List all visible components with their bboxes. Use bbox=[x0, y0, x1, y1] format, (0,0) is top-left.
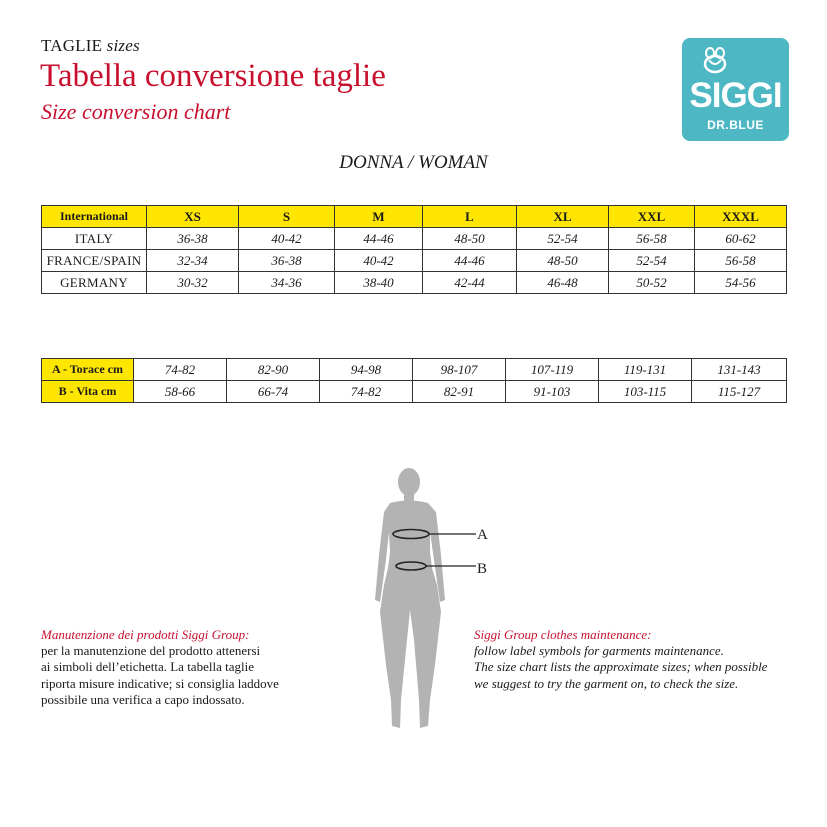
table-cell: 107-119 bbox=[506, 359, 599, 381]
table-cell: 50-52 bbox=[609, 272, 695, 294]
row-label: GERMANY bbox=[42, 272, 147, 294]
bee-icon bbox=[700, 46, 730, 76]
table-cell: 54-56 bbox=[695, 272, 787, 294]
table-cell: 119-131 bbox=[599, 359, 692, 381]
size-conversion-table bbox=[41, 205, 787, 294]
header-small-title bbox=[41, 36, 140, 56]
size-header: XS bbox=[147, 206, 239, 228]
table-row bbox=[42, 381, 787, 403]
table-cell: 56-58 bbox=[609, 228, 695, 250]
table-cell: 52-54 bbox=[517, 228, 609, 250]
section-title: DONNA / WOMAN bbox=[339, 152, 488, 173]
row-label: FRANCE/SPAIN bbox=[42, 250, 147, 272]
siggi-logo bbox=[682, 38, 789, 141]
table-cell: 74-82 bbox=[134, 359, 227, 381]
table-cell: 60-62 bbox=[695, 228, 787, 250]
measures-table bbox=[41, 358, 787, 403]
header-international: International bbox=[42, 206, 147, 228]
table-row bbox=[42, 272, 787, 294]
table-row bbox=[42, 250, 787, 272]
row-label: ITALY bbox=[42, 228, 147, 250]
table-cell: 82-91 bbox=[413, 381, 506, 403]
maintenance-en-title: Siggi Group clothes maintenance: bbox=[474, 627, 652, 642]
size-header: XL bbox=[517, 206, 609, 228]
table-cell: 52-54 bbox=[609, 250, 695, 272]
table-cell: 30-32 bbox=[147, 272, 239, 294]
size-header: M bbox=[335, 206, 423, 228]
woman-silhouette-icon bbox=[362, 460, 502, 735]
table-cell: 91-103 bbox=[506, 381, 599, 403]
logo-brand: SIGGI bbox=[689, 76, 782, 115]
table-cell: 46-48 bbox=[517, 272, 609, 294]
maintenance-it-line: possibile una verifica a capo indossato. bbox=[41, 691, 245, 707]
size-conversion-body bbox=[42, 206, 787, 294]
table-cell: 44-46 bbox=[335, 228, 423, 250]
table-cell: 48-50 bbox=[517, 250, 609, 272]
measures-body bbox=[42, 359, 787, 403]
maintenance-english bbox=[474, 627, 804, 692]
table-cell: 48-50 bbox=[423, 228, 517, 250]
table-cell: 58-66 bbox=[134, 381, 227, 403]
maintenance-italian bbox=[41, 627, 321, 708]
body-figure bbox=[362, 460, 502, 740]
table-cell: 94-98 bbox=[320, 359, 413, 381]
marker-b: B bbox=[477, 561, 488, 577]
table-cell: 103-115 bbox=[599, 381, 692, 403]
table-cell: 32-34 bbox=[147, 250, 239, 272]
table-cell: 44-46 bbox=[423, 250, 517, 272]
page-title: Tabella conversione taglie bbox=[40, 58, 386, 94]
maintenance-it-line: ai simboli dell’etichetta. La tabella taglie bbox=[41, 659, 254, 675]
size-header: XXXL bbox=[695, 206, 787, 228]
table-cell: 74-82 bbox=[320, 381, 413, 403]
table-cell: 38-40 bbox=[335, 272, 423, 294]
table-cell: 40-42 bbox=[335, 250, 423, 272]
table-cell: 40-42 bbox=[239, 228, 335, 250]
table-cell: 115-127 bbox=[692, 381, 787, 403]
maintenance-en-line: follow label symbols for garments maintenance. bbox=[474, 643, 724, 659]
table-cell: 36-38 bbox=[239, 250, 335, 272]
table-cell: 36-38 bbox=[147, 228, 239, 250]
table-row bbox=[42, 228, 787, 250]
maintenance-it-line: riporta misure indicative; si consiglia laddove bbox=[41, 675, 279, 691]
maintenance-en-line: The size chart lists the approximate sizes; when possible bbox=[474, 659, 768, 675]
measure-label: A - Torace cm bbox=[42, 359, 134, 381]
size-header: XXL bbox=[609, 206, 695, 228]
table-cell: 34-36 bbox=[239, 272, 335, 294]
table-cell: 82-90 bbox=[227, 359, 320, 381]
table-row bbox=[42, 359, 787, 381]
maintenance-it-line: per la manutenzione del prodotto attenersi bbox=[41, 643, 261, 659]
page-subtitle: Size conversion chart bbox=[41, 99, 231, 124]
size-header: S bbox=[239, 206, 335, 228]
table-cell: 131-143 bbox=[692, 359, 787, 381]
size-header: L bbox=[423, 206, 517, 228]
header-small-italic: sizes bbox=[106, 36, 140, 55]
maintenance-en-line: we suggest to try the garment on, to check the size. bbox=[474, 675, 739, 691]
table-cell: 66-74 bbox=[227, 381, 320, 403]
marker-a: A bbox=[477, 527, 488, 543]
table-cell: 56-58 bbox=[695, 250, 787, 272]
table-header-row bbox=[42, 206, 787, 228]
maintenance-it-title: Manutenzione dei prodotti Siggi Group: bbox=[41, 627, 250, 642]
logo-sub: DR.BLUE bbox=[707, 118, 764, 132]
measure-label: B - Vita cm bbox=[42, 381, 134, 403]
table-cell: 98-107 bbox=[413, 359, 506, 381]
table-cell: 42-44 bbox=[423, 272, 517, 294]
header-small-word: TAGLIE bbox=[41, 36, 103, 55]
